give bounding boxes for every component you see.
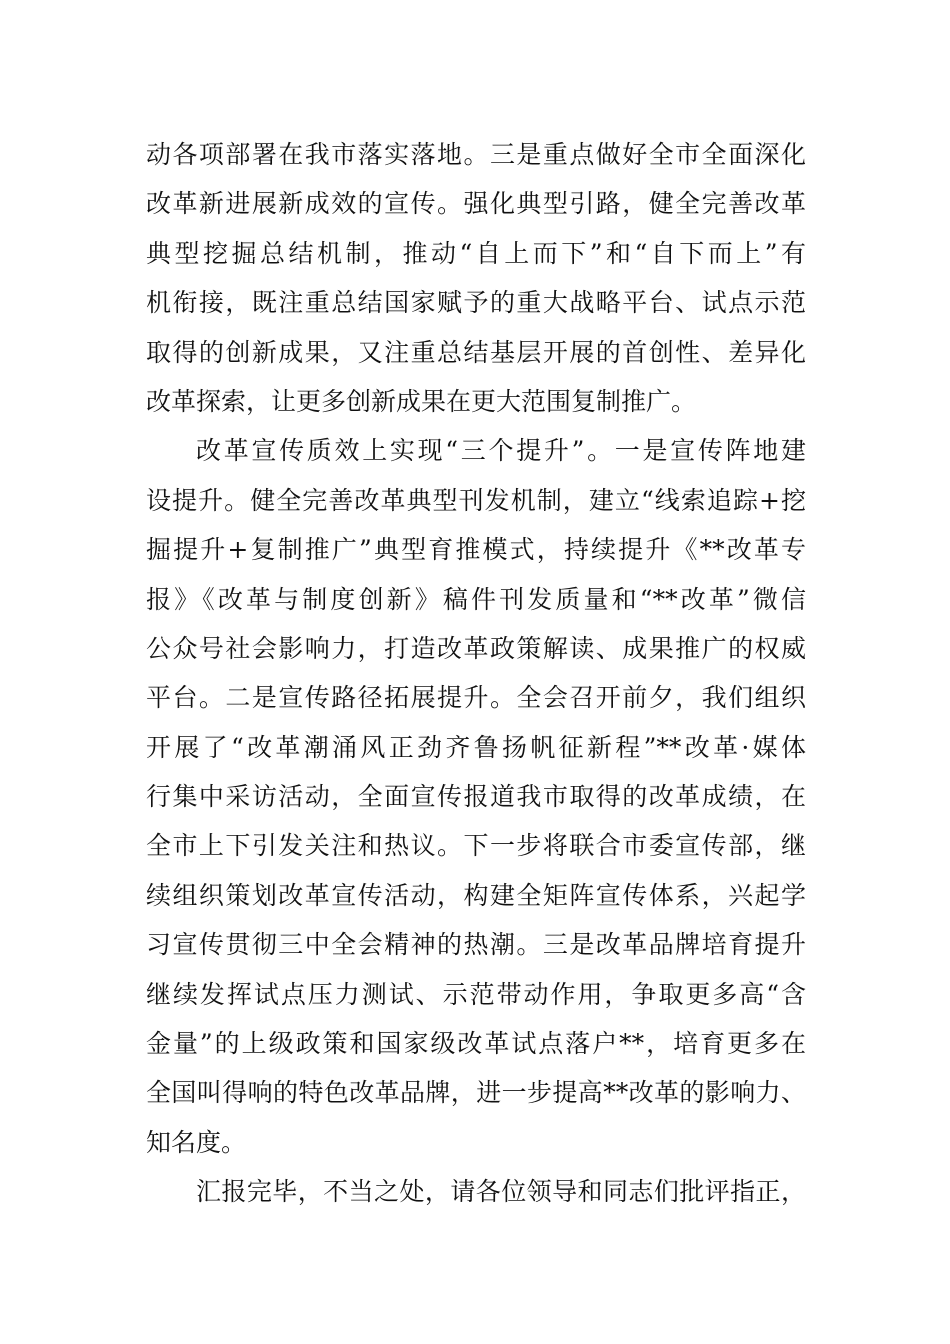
text-line: 改革宣传质效上实现“三个提升”。一是宣传阵地建 bbox=[196, 436, 806, 466]
text-line: 报》《改革与制度创新》稿件刊发质量和“**改革”微信 bbox=[146, 584, 806, 614]
text-line: 续组织策划改革宣传活动，构建全矩阵宣传体系，兴起学 bbox=[146, 880, 806, 910]
paragraph bbox=[146, 130, 806, 426]
text-line: 机衔接，既注重总结国家赋予的重大战略平台、试点示范 bbox=[146, 288, 806, 318]
paragraph bbox=[146, 426, 806, 1167]
text-line: 开展了“改革潮涌风正劲齐鲁扬帆征新程”**改革·媒体 bbox=[146, 732, 806, 762]
text-line: 行集中采访活动，全面宣传报道我市取得的改革成绩，在 bbox=[146, 782, 806, 812]
text-line: 全市上下引发关注和热议。下一步将联合市委宣传部，继 bbox=[146, 831, 806, 861]
text-line: 改革新进展新成效的宣传。强化典型引路，健全完善改革 bbox=[146, 189, 806, 219]
text-line: 汇报完毕，不当之处，请各位领导和同志们批评指正， bbox=[196, 1177, 806, 1207]
text-line: 知名度。 bbox=[146, 1127, 247, 1157]
text-line: 习宣传贯彻三中全会精神的热潮。三是改革品牌培育提升 bbox=[146, 930, 806, 960]
text-line: 典型挖掘总结机制，推动“自上而下”和“自下而上”有 bbox=[146, 238, 806, 268]
text-line: 公众号社会影响力，打造改革政策解读、成果推广的权威 bbox=[146, 633, 806, 663]
text-line: 设提升。健全完善改革典型刊发机制，建立“线索追踪+挖 bbox=[146, 485, 806, 515]
text-line: 继续发挥试点压力测试、示范带动作用，争取更多高“含 bbox=[146, 979, 806, 1009]
paragraph bbox=[146, 1167, 806, 1216]
text-line: 取得的创新成果，又注重总结基层开展的首创性、差异化 bbox=[146, 337, 806, 367]
text-line: 掘提升+复制推广”典型育推模式，持续提升《**改革专 bbox=[146, 535, 806, 565]
text-line: 金量”的上级政策和国家级改革试点落户**，培育更多在 bbox=[146, 1029, 806, 1059]
text-line: 全国叫得响的特色改革品牌，进一步提高**改革的影响力、 bbox=[146, 1078, 806, 1108]
document-body bbox=[146, 130, 806, 1217]
text-line: 动各项部署在我市落实落地。三是重点做好全市全面深化 bbox=[146, 140, 806, 169]
text-line: 平台。二是宣传路径拓展提升。全会召开前夕，我们组织 bbox=[146, 683, 806, 713]
text-line: 改革探索，让更多创新成果在更大范围复制推广。 bbox=[146, 386, 697, 416]
